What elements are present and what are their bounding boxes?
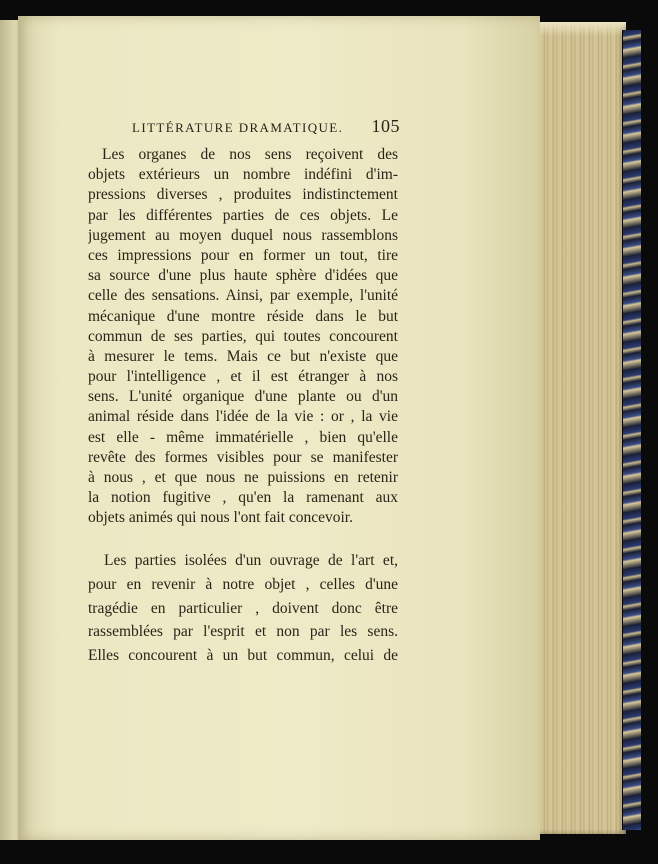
text-line: Les parties isolées d'un ouvrage de l'art et, [104, 552, 398, 569]
paragraph-1 [88, 145, 398, 529]
text-line: tragédie en particulier , doivent donc être [88, 599, 398, 617]
text-line: revête des formes visibles pour se manifester [88, 448, 398, 466]
text-line: est elle - même immatérielle , bien qu'elle [88, 428, 398, 446]
text-line: Elles concourent à un but commun, celui de [88, 647, 398, 665]
text-line: objets animés qui nous l'ont fait concevoir. [88, 509, 353, 527]
text-line: celle des sensations. Ainsi, par exemple, l'unité [88, 287, 398, 305]
text-line: mécanique d'une montre réside dans le but [88, 307, 398, 325]
text-line: animal réside dans l'idée de la vie : or , la vie [88, 408, 398, 426]
text-line: jugement au moyen duquel nous rassemblons [88, 226, 398, 244]
running-head: LITTÉRATURE DRAMATIQUE. [132, 120, 344, 135]
page-number: 105 [371, 116, 400, 136]
text-line: ces impressions pour en former un tout, tire [88, 246, 398, 264]
text-line: sens. L'unité organique d'une plante ou d'un [88, 388, 398, 406]
text-line: sa source d'une plus haute sphère d'idées que [88, 267, 398, 285]
text-line: la notion fugitive , qu'en la ramenant aux [88, 489, 398, 507]
page-header [132, 116, 400, 140]
text-line: Les organes de nos sens reçoivent des [102, 146, 398, 163]
text-line: à nous , et que nous ne puissions en retenir [88, 469, 398, 486]
text-line: pour l'intelligence , et il est étranger à nos [88, 368, 398, 386]
text-line: commun de ses parties, qui toutes concourent [88, 327, 398, 345]
text-line: par les différentes parties de ces objets. Le [88, 206, 398, 224]
text-line: objets extérieurs un nombre indéfini d'im- [88, 166, 398, 184]
marbled-cover [622, 30, 641, 830]
text-line: rassemblées par l'esprit et non par les sens. [88, 623, 398, 641]
text-line: pour en revenir à notre objet , celles d'une [88, 575, 398, 593]
text-line: à mesurer le tems. Mais ce but n'existe que [88, 347, 398, 365]
text-line: pressions diverses , produites indistinctement [88, 186, 398, 204]
paragraph-2 [88, 549, 398, 668]
